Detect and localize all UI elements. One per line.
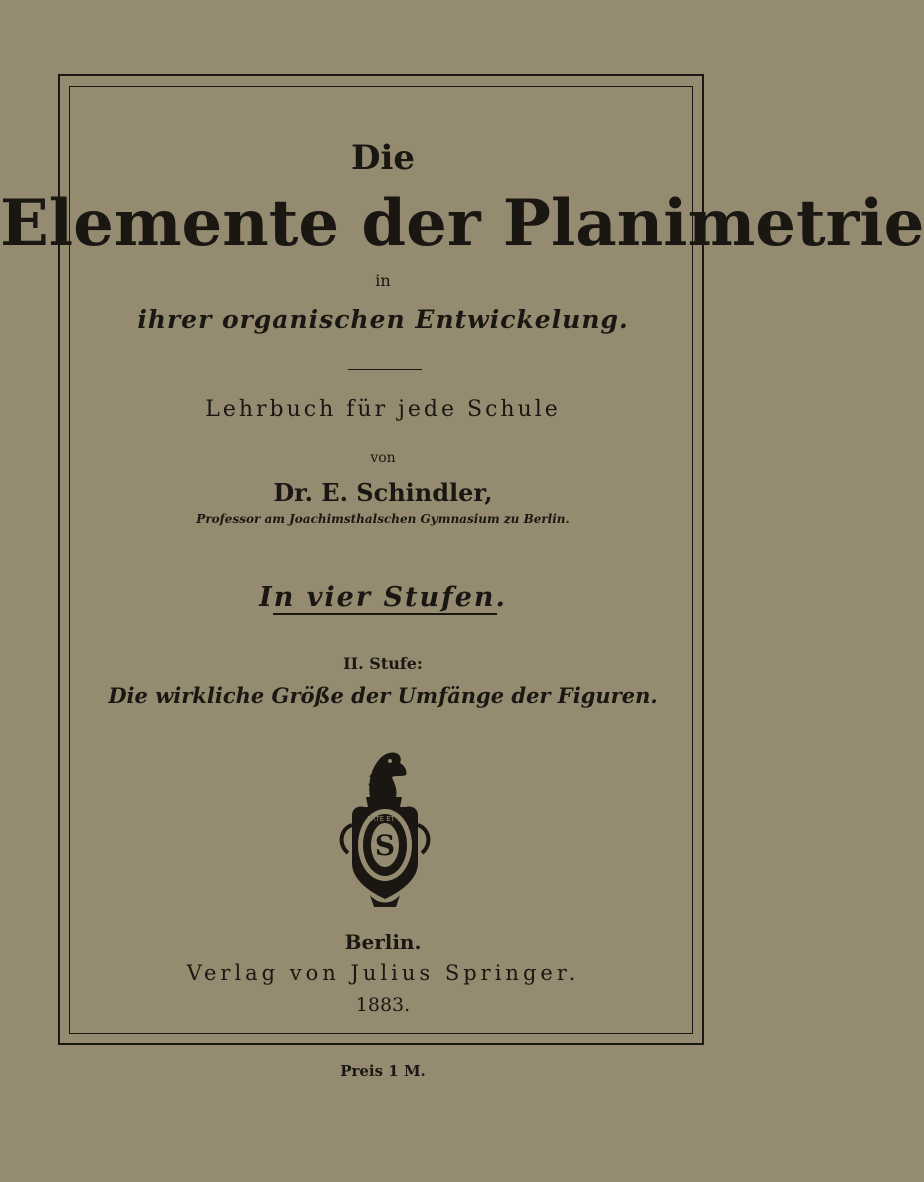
stage-description: Die wirkliche Größe der Umfänge der Figuren. [108,683,658,708]
publication-year: 1883. [355,994,411,1016]
book-subtitle: ihrer organischen Entwickelung. [137,305,629,334]
title-connector: in [375,271,391,290]
title-article: Die [350,138,416,178]
stage-label: II. Stufe: [343,654,423,673]
by-label: von [370,450,396,466]
book-title: Elemente der Planimetrie [0,186,924,261]
series-stages: In vier Stufen. [259,582,507,613]
price-label: Preis 1 M. [340,1062,426,1080]
svg-text:S: S [374,829,396,862]
book-description: Lehrbuch für jede Schule [205,397,561,422]
springer-knight-emblem-icon [330,745,440,910]
publication-city: Berlin. [344,930,422,954]
svg-text:ARTE ET ...: ARTE ET ... [366,815,404,823]
stages-underline [273,613,497,615]
publisher-name: Verlag von Julius Springer. [186,961,580,985]
divider-rule [348,369,422,370]
author-name: Dr. E. Schindler, [273,478,493,507]
author-affiliation: Professor am Joachimsthalschen Gymnasium zu Berlin. [196,512,570,526]
